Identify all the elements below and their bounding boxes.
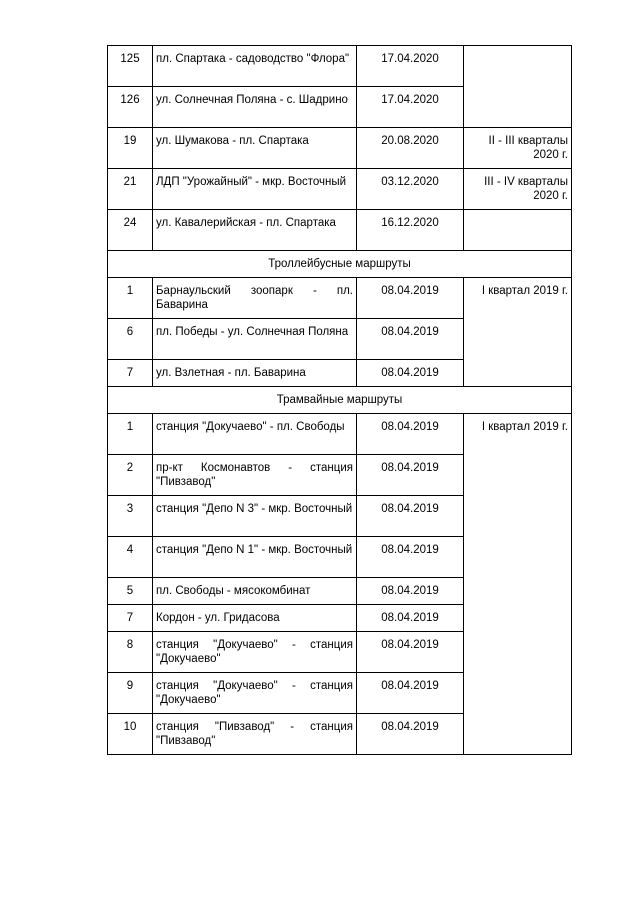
- route-number: 1: [108, 278, 153, 319]
- route-description: станция "Докучаево" - пл. Свободы: [153, 414, 357, 455]
- route-number: 2: [108, 455, 153, 496]
- route-date: 08.04.2019: [357, 360, 464, 387]
- trolleybus-section-heading: Троллейбусные маршруты: [108, 251, 572, 278]
- route-description: Кордон - ул. Гридасова: [153, 605, 357, 632]
- route-number: 10: [108, 714, 153, 755]
- section-row: [108, 387, 572, 414]
- route-description: ул. Взлетная - пл. Баварина: [153, 360, 357, 387]
- route-description: станция "Депо N 1" - мкр. Восточный: [153, 537, 357, 578]
- route-number: 19: [108, 128, 153, 169]
- route-date: 08.04.2019: [357, 605, 464, 632]
- route-date: 08.04.2019: [357, 455, 464, 496]
- route-description: пл. Спартака - садоводство "Флора": [153, 46, 357, 87]
- table-row: [108, 169, 572, 210]
- route-description: Барнаульский зоопарк - пл. Баварина: [153, 278, 357, 319]
- route-date: 08.04.2019: [357, 632, 464, 673]
- route-date: 08.04.2019: [357, 673, 464, 714]
- route-number: 126: [108, 87, 153, 128]
- tram-period: I квартал 2019 г.: [464, 414, 572, 755]
- route-description: пл. Победы - ул. Солнечная Поляна: [153, 319, 357, 360]
- tram-section-heading: Трамвайные маршруты: [108, 387, 572, 414]
- route-description: ул. Шумакова - пл. Спартака: [153, 128, 357, 169]
- route-date: 08.04.2019: [357, 319, 464, 360]
- route-date: 08.04.2019: [357, 414, 464, 455]
- route-description: станция "Пивзавод" - станция "Пивзавод": [153, 714, 357, 755]
- route-date: 17.04.2020: [357, 87, 464, 128]
- route-date: 08.04.2019: [357, 714, 464, 755]
- route-description: ул. Кавалерийская - пл. Спартака: [153, 210, 357, 251]
- table-row: [108, 278, 572, 319]
- table-row: [108, 46, 572, 87]
- route-number: 7: [108, 605, 153, 632]
- route-description: станция "Докучаево" - станция "Докучаево": [153, 673, 357, 714]
- route-date: 08.04.2019: [357, 537, 464, 578]
- route-period: II - III кварталы 2020 г.: [464, 128, 572, 169]
- route-number: 7: [108, 360, 153, 387]
- route-date: 20.08.2020: [357, 128, 464, 169]
- route-number: 8: [108, 632, 153, 673]
- route-number: 21: [108, 169, 153, 210]
- route-date: 16.12.2020: [357, 210, 464, 251]
- routes-table: [107, 45, 572, 755]
- route-number: 3: [108, 496, 153, 537]
- route-description: станция "Депо N 3" - мкр. Восточный: [153, 496, 357, 537]
- route-number: 6: [108, 319, 153, 360]
- route-description: пр-кт Космонавтов - станция "Пивзавод": [153, 455, 357, 496]
- route-description: ЛДП "Урожайный" - мкр. Восточный: [153, 169, 357, 210]
- route-number: 1: [108, 414, 153, 455]
- route-date: 08.04.2019: [357, 496, 464, 537]
- route-description: ул. Солнечная Поляна - с. Шадрино: [153, 87, 357, 128]
- route-date: 17.04.2020: [357, 46, 464, 87]
- trolleybus-period: I квартал 2019 г.: [464, 278, 572, 387]
- route-period: III - IV кварталы 2020 г.: [464, 169, 572, 210]
- table-row: [108, 414, 572, 455]
- route-description: пл. Свободы - мясокомбинат: [153, 578, 357, 605]
- route-period: [464, 46, 572, 128]
- table-row: [108, 128, 572, 169]
- route-date: 08.04.2019: [357, 578, 464, 605]
- route-number: 9: [108, 673, 153, 714]
- route-date: 03.12.2020: [357, 169, 464, 210]
- section-row: [108, 251, 572, 278]
- route-number: 125: [108, 46, 153, 87]
- route-period: [464, 210, 572, 251]
- route-date: 08.04.2019: [357, 278, 464, 319]
- route-number: 24: [108, 210, 153, 251]
- route-description: станция "Докучаево" - станция "Докучаево": [153, 632, 357, 673]
- table-row: [108, 210, 572, 251]
- route-number: 4: [108, 537, 153, 578]
- route-number: 5: [108, 578, 153, 605]
